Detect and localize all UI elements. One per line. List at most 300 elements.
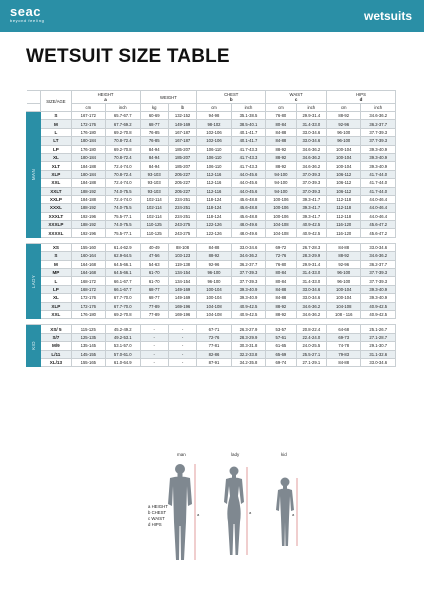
page-title: WETSUIT SIZE TABLE bbox=[26, 46, 230, 67]
table-cell: 68-77 bbox=[140, 285, 168, 293]
table-cell: 88-108 bbox=[168, 243, 196, 251]
table-cell: 116-120 bbox=[327, 229, 361, 237]
table-cell: 167-187 bbox=[168, 137, 196, 145]
table-cell: 100-104 bbox=[327, 162, 361, 170]
category-label bbox=[27, 325, 41, 367]
header-waist bbox=[266, 91, 327, 104]
table-cell: 84-88 bbox=[266, 294, 296, 302]
size-cell: XL/13 bbox=[41, 358, 71, 366]
table-cell: 35.1-38.5 bbox=[231, 112, 265, 120]
table-cell: 74.0-75.5 bbox=[106, 187, 140, 195]
table-cell: 88-92 bbox=[327, 112, 361, 120]
table-cell: 72-76 bbox=[197, 333, 231, 341]
unit-cell: lb bbox=[168, 104, 196, 112]
table-cell: 44.0-46.4 bbox=[361, 195, 396, 203]
figure-label-man: man bbox=[177, 452, 186, 457]
table-cell: 29.9-31.4 bbox=[296, 112, 326, 120]
table-cell: 76-85 bbox=[140, 128, 168, 136]
table-cell: 205-227 bbox=[168, 179, 196, 187]
table-cell: 45.6-47.2 bbox=[361, 229, 396, 237]
table-cell: 168-172 bbox=[71, 277, 105, 285]
table-cell: 180-184 bbox=[71, 170, 105, 178]
table-cell: 100-104 bbox=[327, 153, 361, 161]
size-cell: XLP bbox=[41, 302, 71, 310]
table-cell: 31.1-32.6 bbox=[361, 350, 396, 358]
table-cell: 112-118 bbox=[327, 195, 361, 203]
table-cell: 36.2-37.7 bbox=[361, 260, 396, 268]
table-cell: 48.0-49.6 bbox=[231, 229, 265, 237]
table-cell: 44.0-45.6 bbox=[231, 179, 265, 187]
table-cell: 125-135 bbox=[71, 333, 105, 341]
table-cell: 61.4-62.9 bbox=[106, 243, 140, 251]
table-cell: - bbox=[140, 358, 168, 366]
table-cell: 106-110 bbox=[197, 145, 231, 153]
figure-label-lady: lady bbox=[231, 452, 240, 457]
table-cell: 77-89 bbox=[140, 302, 168, 310]
table-cell: 122-126 bbox=[197, 221, 231, 229]
size-cell: LT bbox=[41, 137, 71, 145]
table-cell: 39.3-40.9 bbox=[231, 285, 265, 293]
table-row bbox=[27, 277, 396, 285]
size-cell: XXL bbox=[41, 310, 71, 318]
table-cell: - bbox=[168, 358, 196, 366]
table-cell: 88-92 bbox=[327, 252, 361, 260]
category-label-text: LADY bbox=[31, 274, 37, 288]
table-cell: 33.0-34.6 bbox=[296, 128, 326, 136]
table-cell: 39.3-40.9 bbox=[231, 294, 265, 302]
table-cell: 40.1-41.7 bbox=[231, 128, 265, 136]
table-cell: 27.1-29.1 bbox=[296, 358, 326, 366]
table-cell: 34.6-36.2 bbox=[231, 252, 265, 260]
table-cell: 37.0-39.3 bbox=[296, 170, 326, 178]
table-cell: 96-100 bbox=[197, 269, 231, 277]
table-cell: 224-251 bbox=[168, 212, 196, 220]
table-cell: 34.2-35.8 bbox=[231, 358, 265, 366]
table-cell: 41.7-44.0 bbox=[361, 179, 396, 187]
table-cell: 94-100 bbox=[266, 170, 296, 178]
table-cell: 69.2-70.8 bbox=[106, 145, 140, 153]
table-row bbox=[27, 120, 396, 128]
size-cell: XLP bbox=[41, 170, 71, 178]
marker-a-man: a bbox=[197, 512, 200, 517]
brand-name: seac bbox=[10, 4, 41, 19]
table-cell: 65-69 bbox=[266, 350, 296, 358]
table-cell: 34.6-36.2 bbox=[296, 153, 326, 161]
table-cell: 192-196 bbox=[71, 212, 105, 220]
table-cell: 40.9-42.5 bbox=[296, 229, 326, 237]
table-cell: 39.3-40.9 bbox=[361, 153, 396, 161]
table-cell: 119-138 bbox=[168, 260, 196, 268]
table-cell: 72.4-74.0 bbox=[106, 179, 140, 187]
unit-cell: inch bbox=[296, 104, 326, 112]
table-row bbox=[27, 310, 396, 318]
table-cell: 149-169 bbox=[168, 285, 196, 293]
marker-a-lady: a bbox=[249, 510, 252, 515]
table-cell: 39.3-40.9 bbox=[361, 162, 396, 170]
marker-a-kid: a bbox=[292, 512, 295, 517]
table-cell: 176-180 bbox=[71, 145, 105, 153]
table-cell: 40.9-42.5 bbox=[296, 221, 326, 229]
table-cell: 102-114 bbox=[140, 212, 168, 220]
table-cell: 192-196 bbox=[71, 229, 105, 237]
table-cell: 37.0-39.3 bbox=[296, 179, 326, 187]
table-cell: 37.7-39.3 bbox=[231, 277, 265, 285]
table-cell: 94-100 bbox=[266, 187, 296, 195]
table-cell: 70.8-72.4 bbox=[106, 170, 140, 178]
table-cell: 66.1-67.7 bbox=[106, 285, 140, 293]
size-cell: S/7 bbox=[41, 333, 71, 341]
header-weight-label: WEIGHT bbox=[160, 94, 177, 100]
brand-tagline: beyond feeling bbox=[10, 18, 45, 23]
brand-logo bbox=[10, 5, 44, 23]
table-cell: 243-275 bbox=[168, 221, 196, 229]
table-row bbox=[27, 153, 396, 161]
table-cell: 82-86 bbox=[197, 350, 231, 358]
table-cell: 69.2-70.8 bbox=[106, 128, 140, 136]
category-label bbox=[27, 112, 41, 238]
table-cell: 28.3-29.9 bbox=[296, 252, 326, 260]
table-cell: 34.6-36.2 bbox=[361, 112, 396, 120]
table-cell: 185-207 bbox=[168, 162, 196, 170]
table-cell: 164-168 bbox=[71, 260, 105, 268]
table-cell: 29.9-31.4 bbox=[296, 260, 326, 268]
table-row bbox=[27, 358, 396, 366]
table-cell: 37.0-39.3 bbox=[296, 187, 326, 195]
size-cell: LP bbox=[41, 145, 71, 153]
table-cell: 31.4-33.0 bbox=[296, 277, 326, 285]
table-cell: 37.7-39.3 bbox=[361, 128, 396, 136]
unit-cell: inch bbox=[106, 104, 140, 112]
table-cell: 118-124 bbox=[197, 212, 231, 220]
table-cell: 103-123 bbox=[168, 252, 196, 260]
table-cell: 34.6-36.2 bbox=[296, 302, 326, 310]
table-cell: 88-92 bbox=[266, 302, 296, 310]
size-cell: XXXXL bbox=[41, 229, 71, 237]
size-cell: M bbox=[41, 120, 71, 128]
table-row bbox=[27, 145, 396, 153]
table-cell: 44.0-45.6 bbox=[231, 170, 265, 178]
table-cell: 176-180 bbox=[71, 310, 105, 318]
table-cell: 67.7-70.0 bbox=[106, 294, 140, 302]
table-cell: 44.0-46.4 bbox=[361, 204, 396, 212]
table-cell: 93-103 bbox=[140, 170, 168, 178]
header-height-letter: a bbox=[104, 97, 107, 102]
size-cell: LP bbox=[41, 285, 71, 293]
table-cell: 84-94 bbox=[140, 145, 168, 153]
table-cell: 67-71 bbox=[197, 325, 231, 333]
table-cell: 45.6-47.2 bbox=[361, 221, 396, 229]
size-cell: L bbox=[41, 128, 71, 136]
table-cell: 88-92 bbox=[197, 252, 231, 260]
size-cell: S bbox=[41, 252, 71, 260]
unit-cell: cm bbox=[266, 104, 296, 112]
table-cell: 40.9-42.5 bbox=[361, 310, 396, 318]
table-cell: 102-114 bbox=[140, 195, 168, 203]
table-cell: 26.7-28.3 bbox=[296, 243, 326, 251]
table-cell: 185-207 bbox=[168, 153, 196, 161]
table-row bbox=[27, 187, 396, 195]
table-cell: 54-63 bbox=[140, 260, 168, 268]
table-cell: 100-104 bbox=[197, 294, 231, 302]
table-cell: 84-88 bbox=[197, 243, 231, 251]
table-cell: 224-251 bbox=[168, 204, 196, 212]
table-cell: 167-187 bbox=[168, 128, 196, 136]
category-label-text: MAN bbox=[31, 168, 37, 181]
table-cell: 68-77 bbox=[140, 120, 168, 128]
table-cell: 98-102 bbox=[197, 120, 231, 128]
header-hips bbox=[327, 91, 396, 104]
header-waist-letter: c bbox=[294, 97, 298, 102]
figure-label-kid: kid bbox=[281, 452, 287, 457]
table-cell: 60-69 bbox=[140, 112, 168, 120]
category-label-text: KID bbox=[31, 341, 37, 351]
table-cell: 68-77 bbox=[140, 294, 168, 302]
table-cell: 80-84 bbox=[266, 277, 296, 285]
table-row bbox=[27, 195, 396, 203]
table-cell: 64.5-66.1 bbox=[106, 269, 140, 277]
legend-item: a HEIGHT bbox=[148, 504, 168, 509]
table-row bbox=[27, 170, 396, 178]
table-cell: 80-84 bbox=[266, 120, 296, 128]
table-row bbox=[27, 128, 396, 136]
table-cell: 20.8-22.4 bbox=[296, 325, 326, 333]
table-cell: 37.7-39.3 bbox=[361, 137, 396, 145]
header-waist-label: WAIST bbox=[289, 92, 303, 97]
unit-cell: inch bbox=[361, 104, 396, 112]
table-row bbox=[27, 221, 396, 229]
table-cell: 39.3-41.7 bbox=[296, 212, 326, 220]
table-cell: 25.5-27.1 bbox=[296, 350, 326, 358]
table-cell: 84-88 bbox=[266, 128, 296, 136]
table-cell: 188-192 bbox=[71, 204, 105, 212]
size-cell: XXXL bbox=[41, 204, 71, 212]
size-cell: XXXLT bbox=[41, 212, 71, 220]
table-cell: 172-176 bbox=[71, 120, 105, 128]
table-cell: 115-125 bbox=[71, 325, 105, 333]
table-cell: 102-106 bbox=[197, 128, 231, 136]
table-cell: 37.7-39.3 bbox=[231, 269, 265, 277]
table-cell: 116-120 bbox=[327, 221, 361, 229]
table-cell: 104-108 bbox=[197, 302, 231, 310]
table-cell: 53.1-57.0 bbox=[106, 342, 140, 350]
table-cell: 96-100 bbox=[197, 277, 231, 285]
table-cell: 33.0-34.6 bbox=[296, 294, 326, 302]
table-cell: 188-192 bbox=[71, 221, 105, 229]
unit-blank bbox=[27, 104, 41, 112]
table-cell: 110-125 bbox=[140, 221, 168, 229]
table-cell: - bbox=[140, 342, 168, 350]
table-cell: 169-196 bbox=[168, 310, 196, 318]
table-cell: 88-92 bbox=[266, 145, 296, 153]
table-cell: 172-176 bbox=[71, 302, 105, 310]
table-row bbox=[27, 112, 396, 120]
table-cell: 102-106 bbox=[197, 137, 231, 145]
table-cell: 93-103 bbox=[140, 187, 168, 195]
table-cell: - bbox=[168, 325, 196, 333]
table-cell: 72.4-74.0 bbox=[106, 195, 140, 203]
table-cell: 104-108 bbox=[327, 302, 361, 310]
header-row bbox=[27, 91, 396, 104]
table-cell: 96-100 bbox=[327, 137, 361, 145]
size-table bbox=[26, 90, 396, 367]
section-title: wetsuits bbox=[363, 9, 412, 23]
table-cell: 184-188 bbox=[71, 179, 105, 187]
table-cell: - bbox=[168, 350, 196, 358]
table-cell: 184-188 bbox=[71, 162, 105, 170]
table-cell: 53-57 bbox=[266, 325, 296, 333]
table-cell: 62.9-64.5 bbox=[106, 252, 140, 260]
table-cell: 176-180 bbox=[71, 128, 105, 136]
table-cell: 112-116 bbox=[197, 187, 231, 195]
table-cell: 205-227 bbox=[168, 170, 196, 178]
table-cell: 40.9-42.5 bbox=[361, 302, 396, 310]
table-row bbox=[27, 179, 396, 187]
unit-cell: cm bbox=[197, 104, 231, 112]
table-cell: 40.9-42.5 bbox=[231, 302, 265, 310]
table-cell: 25.1-26.7 bbox=[361, 325, 396, 333]
table-cell: 75.5-77.1 bbox=[106, 229, 140, 237]
header-height bbox=[71, 91, 140, 104]
table-cell: 41.7-43.3 bbox=[231, 162, 265, 170]
table-row bbox=[27, 285, 396, 293]
table-cell: 61-70 bbox=[140, 269, 168, 277]
table-cell: 72.4-74.0 bbox=[106, 162, 140, 170]
table-cell: 76-85 bbox=[140, 137, 168, 145]
table-cell: 96-100 bbox=[327, 128, 361, 136]
table-cell: 77-81 bbox=[197, 342, 231, 350]
table-cell: 41.7-44.0 bbox=[361, 170, 396, 178]
table-cell: 30.3-31.8 bbox=[231, 342, 265, 350]
table-cell: 92-96 bbox=[197, 260, 231, 268]
table-cell: 26.3-27.9 bbox=[231, 325, 265, 333]
legend-item: c WAIST bbox=[148, 516, 165, 521]
table-cell: 84-88 bbox=[327, 358, 361, 366]
header-size-age: SIZE/AGE bbox=[41, 91, 71, 112]
table-cell: 41.7-43.3 bbox=[231, 153, 265, 161]
table-cell: 112-116 bbox=[197, 179, 231, 187]
table-cell: 41.7-44.0 bbox=[361, 187, 396, 195]
table-cell: - bbox=[140, 350, 168, 358]
table-cell: 168-172 bbox=[71, 285, 105, 293]
table-cell: 112-116 bbox=[197, 170, 231, 178]
table-cell: 79-83 bbox=[327, 350, 361, 358]
table-cell: 45.2-49.2 bbox=[106, 325, 140, 333]
table-cell: 31.4-33.0 bbox=[296, 269, 326, 277]
size-cell: L bbox=[41, 277, 71, 285]
table-cell: 47-56 bbox=[140, 252, 168, 260]
table-row bbox=[27, 333, 396, 341]
table-cell: 96-100 bbox=[327, 269, 361, 277]
table-cell: 32.2-33.8 bbox=[231, 350, 265, 358]
category-label bbox=[27, 243, 41, 319]
table-cell: 67.7-69.2 bbox=[106, 120, 140, 128]
table-cell: 134-154 bbox=[168, 277, 196, 285]
unit-cell: cm bbox=[327, 104, 361, 112]
table-cell: 69.2-70.8 bbox=[106, 310, 140, 318]
table-cell: 57.0-61.0 bbox=[106, 350, 140, 358]
size-cell: M/9 bbox=[41, 342, 71, 350]
table-row bbox=[27, 243, 396, 251]
size-cell: XLT bbox=[41, 162, 71, 170]
header-chest-label: CHEST bbox=[224, 92, 239, 97]
unit-cell: kg bbox=[140, 104, 168, 112]
header-hips-letter: d bbox=[359, 97, 363, 102]
table-cell: 64-68 bbox=[327, 325, 361, 333]
lady-figure-icon bbox=[224, 467, 244, 556]
top-bar bbox=[0, 0, 424, 32]
table-cell: 180-184 bbox=[71, 153, 105, 161]
table-cell: 66.1-67.7 bbox=[106, 277, 140, 285]
table-cell: 70.8-72.4 bbox=[106, 153, 140, 161]
table-cell: 69-74 bbox=[266, 358, 296, 366]
table-cell: 33.0-34.6 bbox=[296, 285, 326, 293]
table-cell: 49.2-53.1 bbox=[106, 333, 140, 341]
table-cell: 33.0-34.6 bbox=[361, 243, 396, 251]
header-chest-letter: b bbox=[229, 97, 233, 102]
table-cell: 45.6-48.8 bbox=[231, 204, 265, 212]
table-cell: 72-76 bbox=[266, 252, 296, 260]
table-row bbox=[27, 260, 396, 268]
size-cell: XL bbox=[41, 153, 71, 161]
table-cell: 180-184 bbox=[71, 137, 105, 145]
table-cell: 37.7-39.3 bbox=[361, 277, 396, 285]
header-hips-label: HIPS bbox=[356, 92, 366, 97]
table-cell: 104-108 bbox=[197, 310, 231, 318]
table-cell: 155-160 bbox=[71, 243, 105, 251]
table-row bbox=[27, 212, 396, 220]
table-cell: 106-110 bbox=[197, 162, 231, 170]
header-height-label: HEIGHT bbox=[97, 92, 114, 97]
unit-cell: inch bbox=[231, 104, 265, 112]
table-row bbox=[27, 162, 396, 170]
table-cell: 39.3-40.9 bbox=[361, 285, 396, 293]
table-cell: 44.0-45.6 bbox=[231, 187, 265, 195]
table-cell: 149-169 bbox=[168, 120, 196, 128]
table-cell: 106-110 bbox=[197, 153, 231, 161]
size-cell: XXXLP bbox=[41, 221, 71, 229]
table-row bbox=[27, 342, 396, 350]
legend-item: d HIPS bbox=[148, 522, 162, 527]
unit-cell: cm bbox=[71, 104, 105, 112]
table-cell: 34.6-36.2 bbox=[296, 310, 326, 318]
table-cell: 36.2-37.7 bbox=[361, 120, 396, 128]
table-cell: 45.6-48.8 bbox=[231, 212, 265, 220]
table-cell: 70.8-72.4 bbox=[106, 137, 140, 145]
table-row bbox=[27, 204, 396, 212]
table-cell: 155-165 bbox=[71, 358, 105, 366]
table-cell: 160-164 bbox=[71, 252, 105, 260]
table-cell: 67.7-70.0 bbox=[106, 302, 140, 310]
table-cell: 84-94 bbox=[140, 153, 168, 161]
table-row bbox=[27, 269, 396, 277]
size-cell: XXLP bbox=[41, 195, 71, 203]
table-cell: 45.6-48.8 bbox=[231, 195, 265, 203]
table-cell: 108 - 116 bbox=[327, 310, 361, 318]
table-row bbox=[27, 350, 396, 358]
table-cell: 74.0-75.5 bbox=[106, 204, 140, 212]
table-cell: 37.7-39.3 bbox=[361, 269, 396, 277]
table-cell: 88-92 bbox=[266, 162, 296, 170]
table-cell: 40.9-42.5 bbox=[231, 310, 265, 318]
table-cell: 39.3-40.9 bbox=[361, 294, 396, 302]
table-cell: 27.1-28.7 bbox=[361, 333, 396, 341]
table-cell: 167-172 bbox=[71, 112, 105, 120]
table-cell: 106-112 bbox=[327, 187, 361, 195]
table-cell: 93-103 bbox=[140, 179, 168, 187]
table-cell: 44.0-46.4 bbox=[361, 212, 396, 220]
table-cell: - bbox=[168, 342, 196, 350]
table-cell: 34.6-36.2 bbox=[361, 252, 396, 260]
